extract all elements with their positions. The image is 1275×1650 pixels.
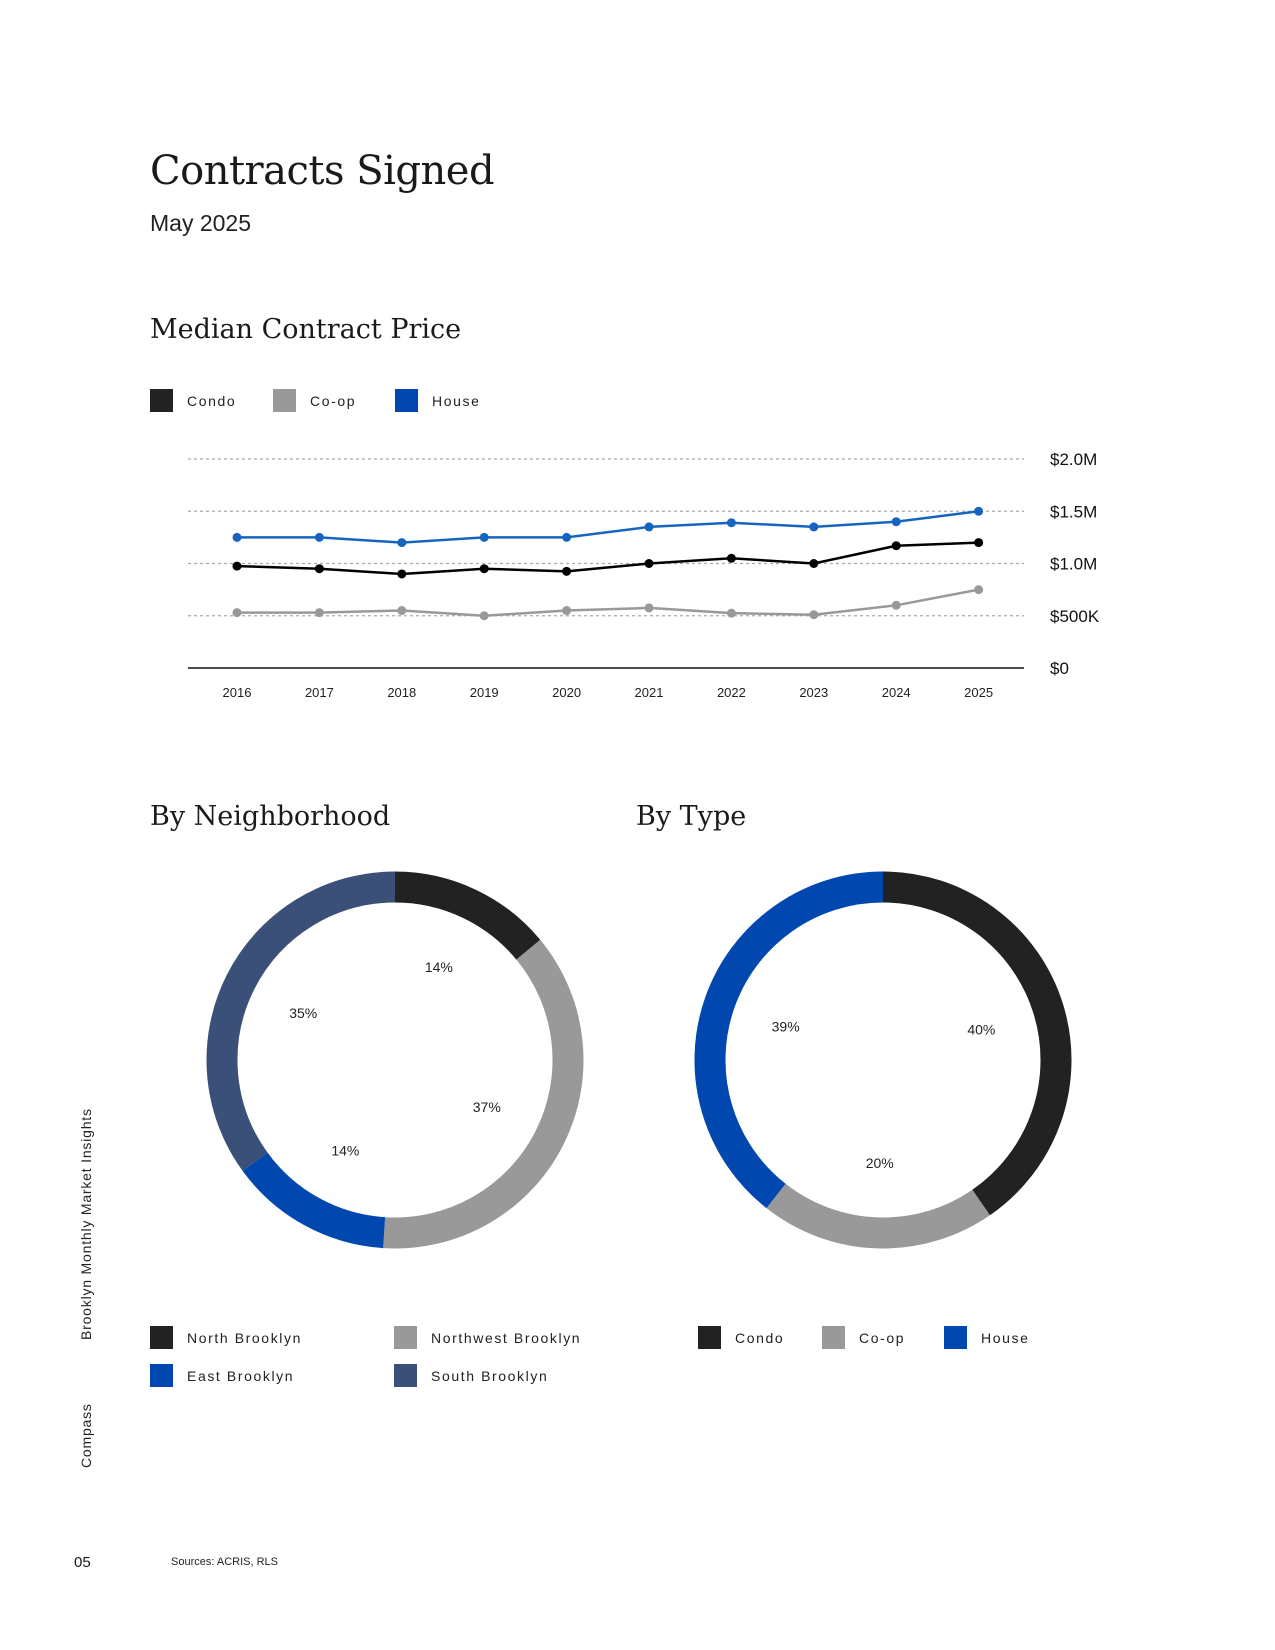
type-chart-title: By Type — [636, 801, 747, 832]
series-line-condo — [237, 543, 979, 574]
legend-item-type-coop — [822, 1326, 905, 1349]
neighborhood-donut-chart — [195, 860, 595, 1260]
data-point — [315, 608, 324, 617]
side-brand: Compass — [78, 1403, 94, 1468]
donut-slice-south-brooklyn — [222, 887, 395, 1162]
donut-slice-north-brooklyn — [395, 887, 528, 950]
data-point — [315, 533, 324, 542]
x-tick-label: 2016 — [222, 685, 252, 700]
data-point — [233, 533, 242, 542]
neighborhood-chart-title: By Neighborhood — [150, 801, 391, 832]
legend-label-condo: Condo — [187, 392, 237, 409]
line-chart-title: Median Contract Price — [150, 314, 462, 345]
data-point — [480, 533, 489, 542]
x-tick-label: 2023 — [799, 685, 829, 700]
legend-item-east-brooklyn — [150, 1364, 294, 1387]
legend-swatch-type-condo — [698, 1326, 721, 1349]
data-point — [892, 541, 901, 550]
legend-item-type-condo — [698, 1326, 784, 1349]
data-point — [233, 562, 242, 571]
x-tick-label: 2019 — [469, 685, 499, 700]
data-point — [892, 517, 901, 526]
donut-slice-label: 20% — [865, 1154, 894, 1171]
data-point — [480, 564, 489, 573]
x-tick-label: 2021 — [634, 685, 664, 700]
donut-slice-label: 14% — [424, 958, 453, 975]
data-point — [892, 601, 901, 610]
legend-item-type-house — [944, 1326, 1029, 1349]
donut-slice-label: 35% — [289, 1005, 318, 1022]
x-tick-label: 2018 — [387, 685, 417, 700]
sources-note: Sources: ACRIS, RLS — [171, 1556, 278, 1568]
data-point — [974, 585, 983, 594]
data-point — [315, 564, 324, 573]
data-point — [397, 538, 406, 547]
legend-label-south-brooklyn: South Brooklyn — [431, 1367, 549, 1384]
y-tick-label: $500K — [1050, 606, 1100, 626]
y-tick-label: $1.0M — [1050, 554, 1098, 574]
legend-label-east-brooklyn: East Brooklyn — [187, 1367, 295, 1384]
donut-slice-label: 39% — [771, 1018, 800, 1035]
line-chart — [0, 0, 1275, 720]
page-title: Contracts Signed — [150, 148, 495, 194]
data-point — [645, 603, 654, 612]
data-point — [727, 554, 736, 563]
legend-item-south-brooklyn — [394, 1364, 548, 1387]
legend-swatch-north-brooklyn — [150, 1326, 173, 1349]
donut-slice-northwest-brooklyn — [384, 950, 568, 1233]
data-point — [809, 522, 818, 531]
legend-label-type-house: House — [981, 1329, 1030, 1346]
data-point — [727, 518, 736, 527]
legend-swatch-type-house — [944, 1326, 967, 1349]
type-donut-chart — [683, 860, 1083, 1260]
legend-label-house: House — [432, 392, 481, 409]
x-tick-label: 2025 — [964, 685, 994, 700]
data-point — [233, 608, 242, 617]
data-point — [645, 559, 654, 568]
legend-label-northwest-brooklyn: Northwest Brooklyn — [431, 1329, 582, 1346]
x-tick-label: 2022 — [716, 685, 746, 700]
donut-slice-house — [710, 887, 883, 1196]
page-subtitle: May 2025 — [150, 210, 252, 236]
data-point — [974, 538, 983, 547]
x-tick-label: 2020 — [552, 685, 582, 700]
data-point — [480, 611, 489, 620]
donut-slice-label: 37% — [472, 1098, 501, 1115]
donut-slice-east-brooklyn — [255, 1162, 384, 1233]
donut-slice-label: 14% — [331, 1142, 360, 1159]
donut-slice-co-op — [776, 1196, 981, 1233]
legend-swatch-east-brooklyn — [150, 1364, 173, 1387]
side-title: Brooklyn Monthly Market Insights — [78, 1108, 94, 1340]
y-tick-label: $1.5M — [1050, 502, 1098, 522]
legend-item-northwest-brooklyn — [394, 1326, 581, 1349]
legend-swatch-northwest-brooklyn — [394, 1326, 417, 1349]
data-point — [974, 507, 983, 516]
donut-slice-condo — [883, 887, 1056, 1202]
y-tick-label: $2.0M — [1050, 450, 1098, 469]
data-point — [397, 606, 406, 615]
legend-label-north-brooklyn: North Brooklyn — [187, 1329, 302, 1346]
x-tick-label: 2017 — [304, 685, 334, 700]
legend-label-coop: Co-op — [310, 392, 357, 409]
data-point — [809, 559, 818, 568]
series-line-house — [237, 511, 979, 542]
data-point — [397, 569, 406, 578]
data-point — [562, 567, 571, 576]
data-point — [809, 610, 818, 619]
x-tick-label: 2024 — [881, 685, 911, 700]
data-point — [727, 609, 736, 618]
y-tick-label: $0 — [1050, 659, 1069, 678]
page-number: 05 — [74, 1554, 91, 1571]
legend-swatch-type-coop — [822, 1326, 845, 1349]
data-point — [645, 522, 654, 531]
legend-label-type-coop: Co-op — [859, 1329, 906, 1346]
legend-swatch-south-brooklyn — [394, 1364, 417, 1387]
data-point — [562, 533, 571, 542]
legend-item-north-brooklyn — [150, 1326, 302, 1349]
legend-label-type-condo: Condo — [735, 1329, 785, 1346]
series-line-coop — [237, 590, 979, 616]
data-point — [562, 606, 571, 615]
donut-slice-label: 40% — [967, 1021, 996, 1038]
